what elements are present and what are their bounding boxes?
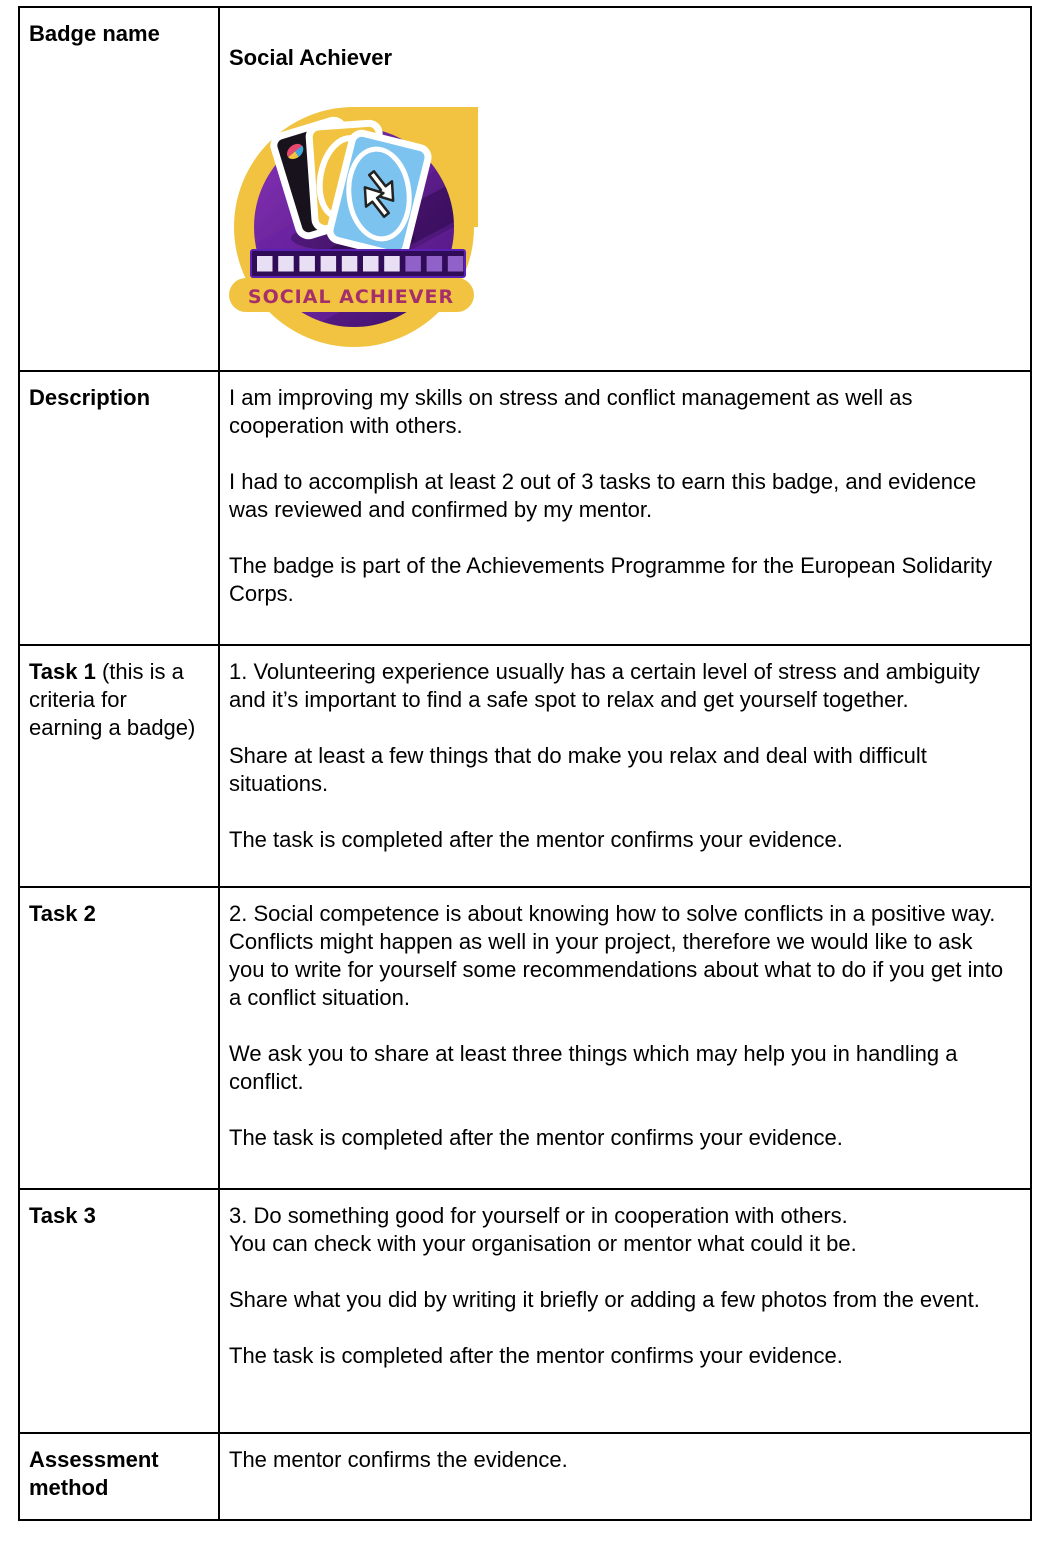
paragraph: 2. Social competence is about knowing how to solve conflicts in a positive way. Conflicts might happen as well in your project, therefore we would like to ask you to write for yourself some recommendations about what to do if you get into a conflict situation. <box>229 901 1004 1010</box>
row-label-bold: Badge name <box>29 21 160 46</box>
paragraph: The task is completed after the mentor confirms your evidence. <box>229 1125 843 1150</box>
table-row <box>19 645 1031 887</box>
progress-square <box>448 256 464 272</box>
badge-banner-text: SOCIAL ACHIEVER <box>247 286 455 308</box>
paragraph: Share at least a few things that do make you relax and deal with difficult situations. <box>229 743 927 796</box>
table-row <box>19 371 1031 645</box>
badge-title: Social Achiever <box>229 45 393 70</box>
assessment-method-cell <box>219 1433 1031 1520</box>
row-label-assessment-method <box>19 1433 219 1520</box>
badge-progress-bar <box>251 250 465 277</box>
task-2-text <box>229 900 1014 1152</box>
badge-info-table <box>18 6 1032 1521</box>
document <box>0 6 1048 1546</box>
badge-image <box>227 106 480 349</box>
task-1-cell <box>219 645 1031 887</box>
progress-square <box>363 256 379 272</box>
table-row <box>19 1433 1031 1520</box>
description-cell <box>219 371 1031 645</box>
progress-square <box>427 256 443 272</box>
assessment-method-text <box>229 1446 1014 1474</box>
row-label-task-2 <box>19 887 219 1189</box>
row-label-description <box>19 371 219 645</box>
progress-square <box>384 256 400 272</box>
row-label-task-3 <box>19 1189 219 1433</box>
paragraph: The mentor confirms the evidence. <box>229 1447 568 1472</box>
progress-square <box>321 256 337 272</box>
badge-name-cell <box>219 7 1031 371</box>
row-label-rest: (this is a criteria for earning a badge) <box>29 659 196 740</box>
row-label-badge-name <box>19 7 219 371</box>
paragraph: 3. Do something good for yourself or in cooperation with others. You can check with your organisation or mentor what could it be. <box>229 1203 857 1256</box>
progress-square <box>257 256 273 272</box>
row-label-bold: Description <box>29 385 151 410</box>
progress-square <box>342 256 358 272</box>
paragraph: The badge is part of the Achievements Programme for the European Solidarity Corps. <box>229 553 993 606</box>
table-row <box>19 887 1031 1189</box>
badge-banner <box>229 278 474 312</box>
row-label-bold: Task 2 <box>29 901 96 926</box>
task-1-text <box>229 658 1014 854</box>
description-text <box>229 384 1014 608</box>
task-3-text <box>229 1202 1014 1370</box>
paragraph: 1. Volunteering experience usually has a certain level of stress and ambiguity and it’s important to find a safe spot to relax and get yourself together. <box>229 659 980 712</box>
paragraph: I am improving my skills on stress and conflict management as well as cooperation with others. <box>229 385 913 438</box>
table-row <box>19 1189 1031 1433</box>
paragraph: I had to accomplish at least 2 out of 3 tasks to earn this badge, and evidence was reviewed and confirmed by my mentor. <box>229 469 977 522</box>
row-label-bold: Task 3 <box>29 1203 96 1228</box>
paragraph: We ask you to share at least three things which may help you in handling a conflict. <box>229 1041 958 1094</box>
table-row <box>19 7 1031 371</box>
task-3-cell <box>219 1189 1031 1433</box>
progress-square <box>278 256 294 272</box>
row-label-bold: Task 1 <box>29 659 96 684</box>
progress-square <box>299 256 315 272</box>
row-label-task-1 <box>19 645 219 887</box>
paragraph: Share what you did by writing it briefly or adding a few photos from the event. <box>229 1287 980 1312</box>
paragraph: The task is completed after the mentor confirms your evidence. <box>229 1343 843 1368</box>
row-label-bold: Assessment method <box>29 1447 159 1500</box>
paragraph: The task is completed after the mentor confirms your evidence. <box>229 827 843 852</box>
progress-square <box>405 256 421 272</box>
task-2-cell <box>219 887 1031 1189</box>
